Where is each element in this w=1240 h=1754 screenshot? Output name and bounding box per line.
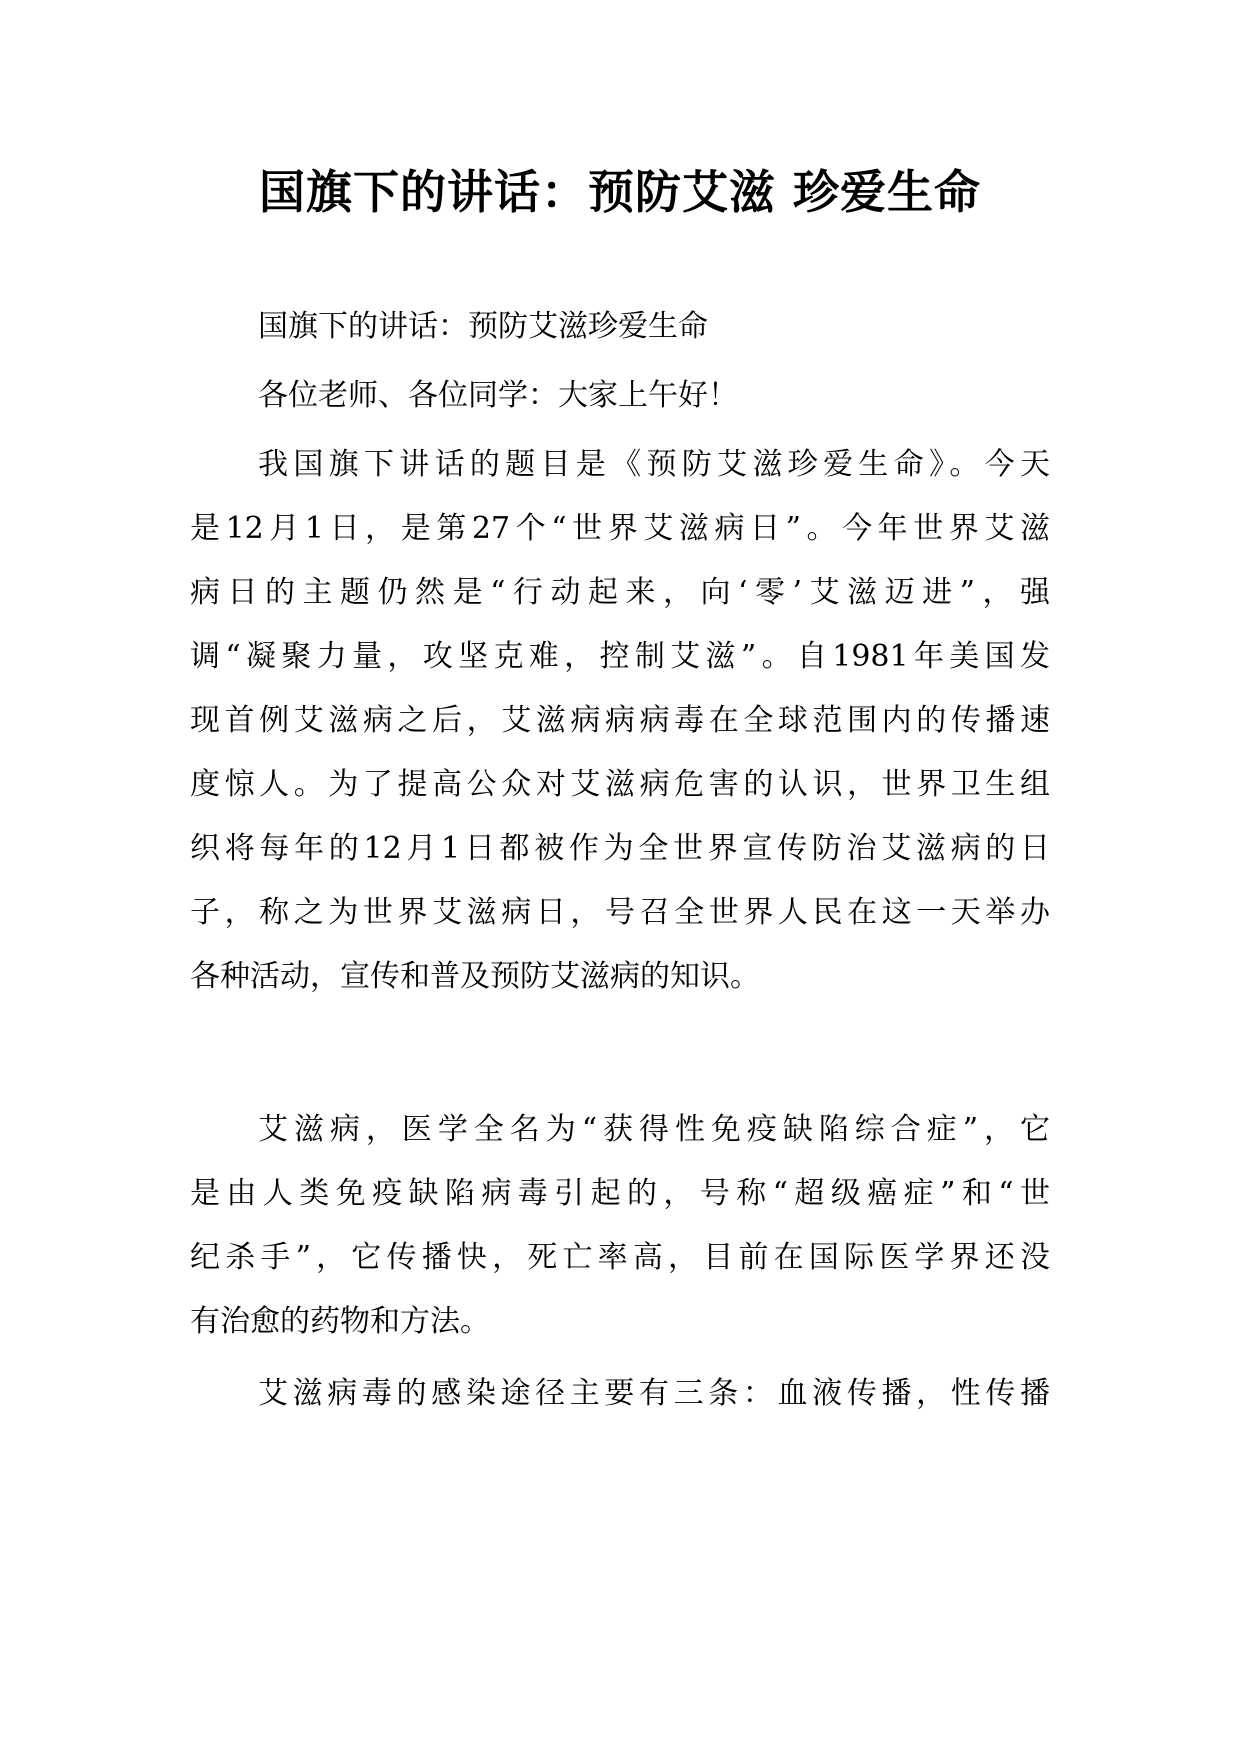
paragraph-line: 是由人类免疫缺陷病毒引起的，号称“超级癌症”和“世	[190, 1176, 1050, 1211]
paragraph-line: 病日的主题仍然是“行动起来，向‘零’艾滋迈进”，强	[190, 575, 1050, 610]
paragraph-line: 织将每年的12月1日都被作为全世界宣传防治艾滋病的日	[190, 831, 1050, 866]
paragraph-line: 我国旗下讲话的题目是《预防艾滋珍爱生命》。今天	[258, 447, 1050, 482]
paragraph-line: 是12月1日，是第27个“世界艾滋病日”。今年世界艾滋	[190, 511, 1050, 546]
paragraph-line: 现首例艾滋病之后，艾滋病病病毒在全球范围内的传播速	[190, 703, 1050, 738]
paragraph-line: 度惊人。为了提高公众对艾滋病危害的认识，世界卫生组	[190, 767, 1050, 802]
paragraph-line: 国旗下的讲话：预防艾滋珍爱生命	[258, 309, 708, 344]
paragraph-line: 纪杀手”，它传播快，死亡率高，目前在国际医学界还没	[190, 1240, 1050, 1275]
paragraph-line: 各种活动，宣传和普及预防艾滋病的知识。	[190, 959, 760, 994]
paragraph-line: 调“凝聚力量，攻坚克难，控制艾滋”。自1981年美国发	[190, 639, 1050, 674]
document-title: 国旗下的讲话：预防艾滋 珍爱生命	[258, 165, 981, 219]
paragraph-line: 艾滋病，医学全名为“获得性免疫缺陷综合症”，它	[258, 1112, 1050, 1147]
paragraph-line: 子，称之为世界艾滋病日，号召全世界人民在这一天举办	[190, 895, 1050, 930]
paragraph-line: 艾滋病毒的感染途径主要有三条：血液传播，性传播	[258, 1376, 1050, 1411]
paragraph-line: 有治愈的药物和方法。	[190, 1304, 490, 1339]
paragraph-line: 各位老师、各位同学：大家上午好！	[258, 378, 738, 413]
